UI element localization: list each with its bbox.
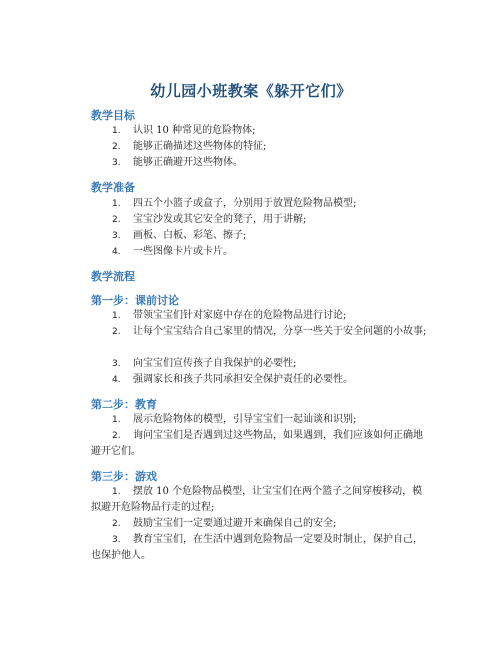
- section-heading-step-1: 第一步：课前讨论: [91, 294, 179, 307]
- section-heading-step-2: 第二步：教育: [91, 398, 157, 411]
- list-number: 1.: [112, 199, 121, 209]
- list-item: [91, 412, 431, 428]
- list-number: 2.: [112, 519, 121, 529]
- list-text: 四五个小篮子或盒子，分别用于放置危险物品模型;: [133, 198, 357, 209]
- list-item: [91, 516, 431, 532]
- list-text: 教育宝宝们，在生活中遇到危险物品一定要及时制止，保护自己，也保护他人。: [91, 534, 423, 561]
- list-number: 2.: [112, 431, 121, 441]
- list-text: 能够正确描述这些物体的特征;: [133, 141, 267, 152]
- list-text: 鼓励宝宝们一定要通过避开来确保自己的安全;: [133, 518, 337, 529]
- list-item: [91, 324, 431, 340]
- list-item: [91, 372, 431, 388]
- list-text: 摆放 10 个危险物品模型，让宝宝们在两个篮子之间穿梭移动，模拟避开危险物品行走的过程;: [91, 486, 423, 513]
- list-text: 展示危险物体的模型，引导宝宝们一起讪谈和识别;: [133, 414, 357, 425]
- list-item: [91, 123, 431, 139]
- list-text: 向宝宝们宣传孩子自我保护的必要性;: [133, 358, 297, 369]
- list-number: 3.: [112, 231, 121, 241]
- list-item: [91, 139, 431, 155]
- list-text: 宝宝沙发或其它安全的凳子，用于讲解;: [133, 214, 307, 225]
- list-text: 一些图像卡片或卡片。: [133, 246, 233, 257]
- list-number: 2.: [112, 327, 121, 337]
- list-number: 2.: [112, 215, 121, 225]
- list-text: 能够正确避开这些物体。: [133, 157, 243, 168]
- list-item: [91, 196, 431, 212]
- list-item: [91, 484, 431, 516]
- list-item: [91, 356, 431, 372]
- list-text: 让每个宝宝结合自己家里的情况，分享一些关于安全问题的小故事;: [133, 326, 427, 337]
- list-number: 1.: [112, 126, 121, 136]
- list-item: [91, 428, 431, 460]
- list-number: 3.: [112, 359, 121, 369]
- document-title: 幼儿园小班教案《躲开它们》: [150, 82, 352, 100]
- list-item: [91, 308, 431, 324]
- list-text: 认识 10 种常见的危险物体;: [133, 125, 256, 136]
- section-heading-step-3: 第三步：游戏: [91, 470, 157, 483]
- list-number: 4.: [112, 247, 121, 257]
- list-number: 1.: [112, 415, 121, 425]
- list-number: 4.: [112, 375, 121, 385]
- section-heading-process: 教学流程: [91, 270, 135, 283]
- list-item: [91, 244, 431, 260]
- list-number: 1.: [112, 311, 121, 321]
- section-heading-preparation: 教学准备: [91, 181, 135, 194]
- list-number: 3.: [112, 535, 121, 545]
- list-item: [91, 155, 431, 171]
- list-number: 1.: [112, 487, 121, 497]
- list-text: 询问宝宝们是否遇到过这些物品，如果遇到，我们应该如何正确地避开它们。: [91, 430, 423, 457]
- list-text: 画板、白板、彩笔、擦子;: [133, 230, 247, 241]
- list-item: [91, 532, 431, 564]
- list-number: 3.: [112, 158, 121, 168]
- section-heading-objectives: 教学目标: [91, 109, 135, 122]
- list-item: [91, 228, 431, 244]
- list-item: [91, 212, 431, 228]
- list-text: 强调家长和孩子共同承担安全保护责任的必要性。: [133, 374, 353, 385]
- list-text: 带领宝宝们针对家庭中存在的危险物品进行讨论;: [133, 310, 347, 321]
- list-number: 2.: [112, 142, 121, 152]
